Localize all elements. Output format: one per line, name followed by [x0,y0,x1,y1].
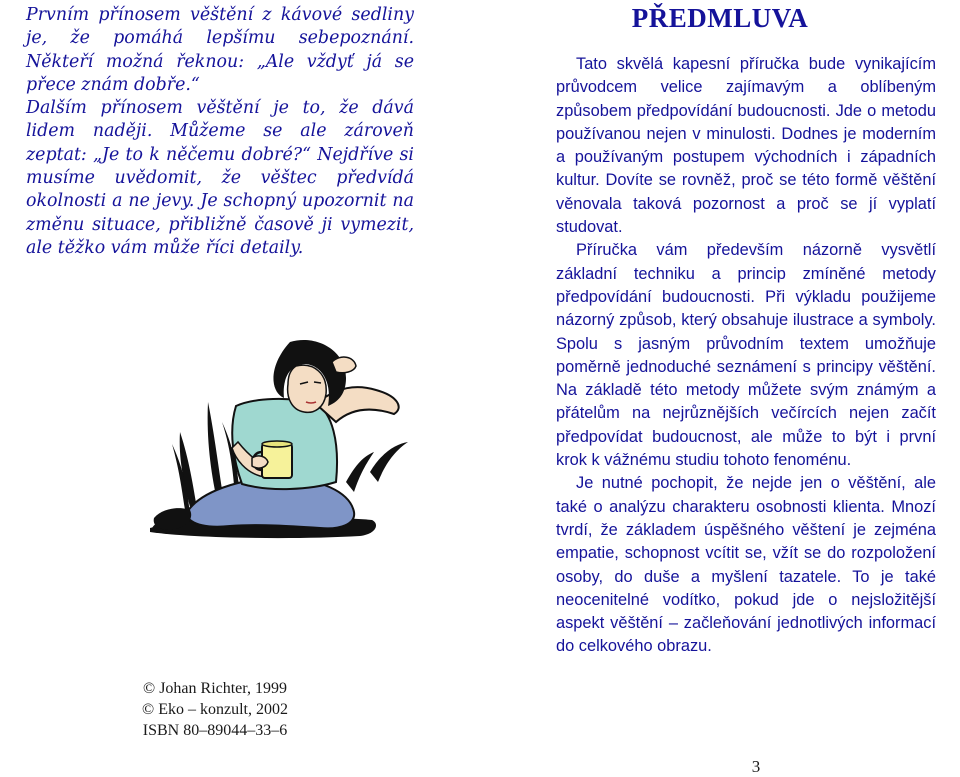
preface-paragraph: Tato skvělá kapesní příručka bude vynikajícím průvodcem velice zajímavým a oblíbeným způsobem předpovídání budoucnosti. Jde o metodu používanou nejen v minulosti. Dodnes je moderním a používaným postupem východních i západních kultur. Dovíte se rovněž, proč se této formě věštění věnovala taková pozornost a proč se jí vyplatí studovat. [556,55,936,237]
isbn-line: ISBN 80–89044–33–6 [142,722,288,739]
woman-with-coffee-illustration [150,332,410,542]
preface-paragraph: Příručka vám především názorně vysvětlí základní techniku a princip zmíněné metody předpovídání budoucnosti. Při výkladu použijeme názorný způsob, který obsahuje ilustrace a symboly. Spolu s jasným průvodním textem umožňuje poměrně jednoduché seznámení s principy věštění. Na základě této metody můžete svým známým a přátelům na nejrůznějších večírcích nejen začít předpovídat budoucnost, ale může to být i první krok k vážnému studiu tohoto fenoménu. [556,241,936,470]
page-title: PŘEDMLUVA [631,3,809,33]
page-number: 3 [751,757,761,776]
face [288,365,327,412]
preface-text [556,53,936,659]
right-page [480,0,960,774]
preface-paragraph: Je nutné pochopit, že nejde jen o věštění, ale také o analýzu charakteru osobnosti klienta. Mnozí tvrdí, že základem úspěšného věštení je zejména empatie, schopnost vcítit se, vžít se do rozpoložení osoby, do duše a myšlení tazatele. To je také neocenitelné vodítko, pokud jde o nejsložitější aspekt věštění – začleňování jednotlivých informací do celkového obrazu. [556,474,936,656]
left-page [0,0,470,774]
intro-paragraph: Prvním přínosem věštění z kávové sedliny je, že pomáhá lepšímu sebepoznání. Někteří možná řeknou: „Ale vždyť já se přece znám dobře.“ [26,5,414,95]
intro-paragraph: Dalším přínosem věštění je to, že dává lidem naději. Můžeme se ale zároveň zeptat: „Je to k něčemu dobré?“ Nejdříve si musíme uvědomit, že věštec předvídá okolnosti a ne jevy. Je schopný upozornit na změnu situace, přibližně časově ji vymezit, ale těžko vám může říci detaily. [26,98,414,258]
copyright-line: © Johan Richter, 1999 [143,680,287,697]
intro-text [26,4,414,260]
hand [332,357,356,373]
copyright-line: © Eko – konzult, 2002 [142,701,288,718]
copyright-block [110,678,320,741]
